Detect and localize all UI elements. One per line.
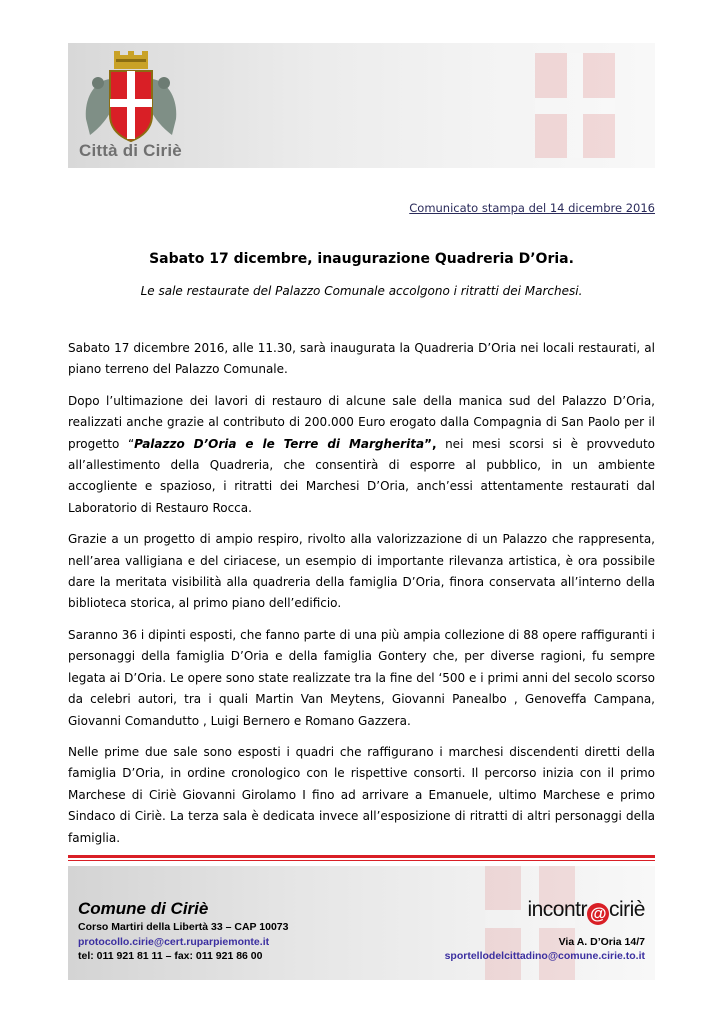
document-title: Sabato 17 dicembre, inaugurazione Quadreria D’Oria. <box>149 251 574 267</box>
footer-email-link[interactable]: protocollo.cirie@cert.ruparpiemonte.it <box>78 936 270 948</box>
logo-text-end: ciriè <box>608 898 645 921</box>
city-coat-of-arms-icon <box>76 49 186 153</box>
letterhead-footer <box>68 866 655 980</box>
document-subtitle: Le sale restaurate del Palazzo Comunale accolgono i ritratti dei Marchesi. <box>140 284 583 298</box>
letterhead-header <box>68 43 655 168</box>
press-release-date: Comunicato stampa del 14 dicembre 2016 <box>409 201 655 215</box>
paragraph-3: Grazie a un progetto di ampio respiro, rivolto alla valorizzazione di un Palazzo che rappresenta, nell’area valligiana e del ciriacese, un esempio di importante rilevanza artistica, è ora possibile dare la meritata visibilità alla quadreria della famiglia D’Oria, finora conservata all’interno della biblioteca storica, al primo piano dell’edificio. <box>68 532 655 611</box>
project-quote-close: ”, <box>424 436 437 451</box>
city-name: Città di Ciriè <box>79 141 182 160</box>
paragraph-4: Saranno 36 i dipinti esposti, che fanno parte di una più ampia collezione di 88 opere raffiguranti i personaggi della famiglia D’Oria e della famiglia Gontery che, per diverse ragioni, fu sempre legata ai D’Oria. Le opere sono state realizzate tra la fine del ‘500 e i primi anni del secolo scorso da celebri autori, tra i quali Martin Van Meytens, Giovanni Panealbo , Genoveffa Campana, Giovanni Comandutto , Luigi Bernero e Romano Gazzera. <box>68 627 655 728</box>
paragraph-1: Sabato 17 dicembre 2016, alle 11.30, sarà inaugurata la Quadreria D’Oria nei locali restaurati, al piano terreno del Palazzo Comunale. <box>68 341 655 377</box>
incontracirie-logo <box>527 898 645 925</box>
footer-office-address: Via A. D’Oria 14/7 <box>558 936 645 948</box>
logo-text-start: incontr <box>527 898 587 921</box>
crest-watermark-icon <box>505 43 645 168</box>
project-name: Palazzo D’Oria e le Terre di Margherita <box>134 436 425 451</box>
footer-divider-thick <box>68 855 655 858</box>
paragraph-2-part-1: Dopo l’ultimazione dei lavori di restauro di alcune sale della manica sud del Palazzo D’Oria, realizzati anche grazie al contributo di 200.000 Euro erogato dalla Compagnia di San Paolo per il progetto “ <box>68 393 655 451</box>
paragraph-2-part-2: nei mesi scorsi si è provveduto all’allestimento della Quadreria, che consentirà di esporre al pubblico, in un ambiente accogliente e spazioso, i ritratti dei Marchesi D’Oria, anch’essi attentamente restaurati dal Laboratorio di Restauro Rocca. <box>68 436 656 515</box>
footer-phone: tel: 011 921 81 11 – fax: 011 921 86 00 <box>78 950 263 962</box>
footer-address: Corso Martiri della Libertà 33 – CAP 10073 <box>78 921 289 933</box>
footer-sportello-email-link[interactable]: sportellodelcittadino@comune.cirie.to.it <box>444 950 645 962</box>
paragraph-5: Nelle prime due sale sono esposti i quadri che raffigurano i marchesi discendenti diretti della famiglia D’Oria, in ordine cronologico con le rispettive consorti. Il percorso inizia con il primo Marchese di Ciriè Giovanni Girolamo I fino ad arrivare a Emanuele, ultimo Marchese e primo Sindaco di Ciriè. La terza sala è dedicata invece all’esposizione di ritratti di altri personaggi della famiglia. <box>68 744 655 845</box>
document-body <box>68 338 655 859</box>
footer-divider-thin <box>68 860 655 861</box>
at-sign-icon: @ <box>587 903 609 925</box>
paragraph-2 <box>68 391 655 519</box>
footer-title: Comune di Ciriè <box>78 899 209 918</box>
